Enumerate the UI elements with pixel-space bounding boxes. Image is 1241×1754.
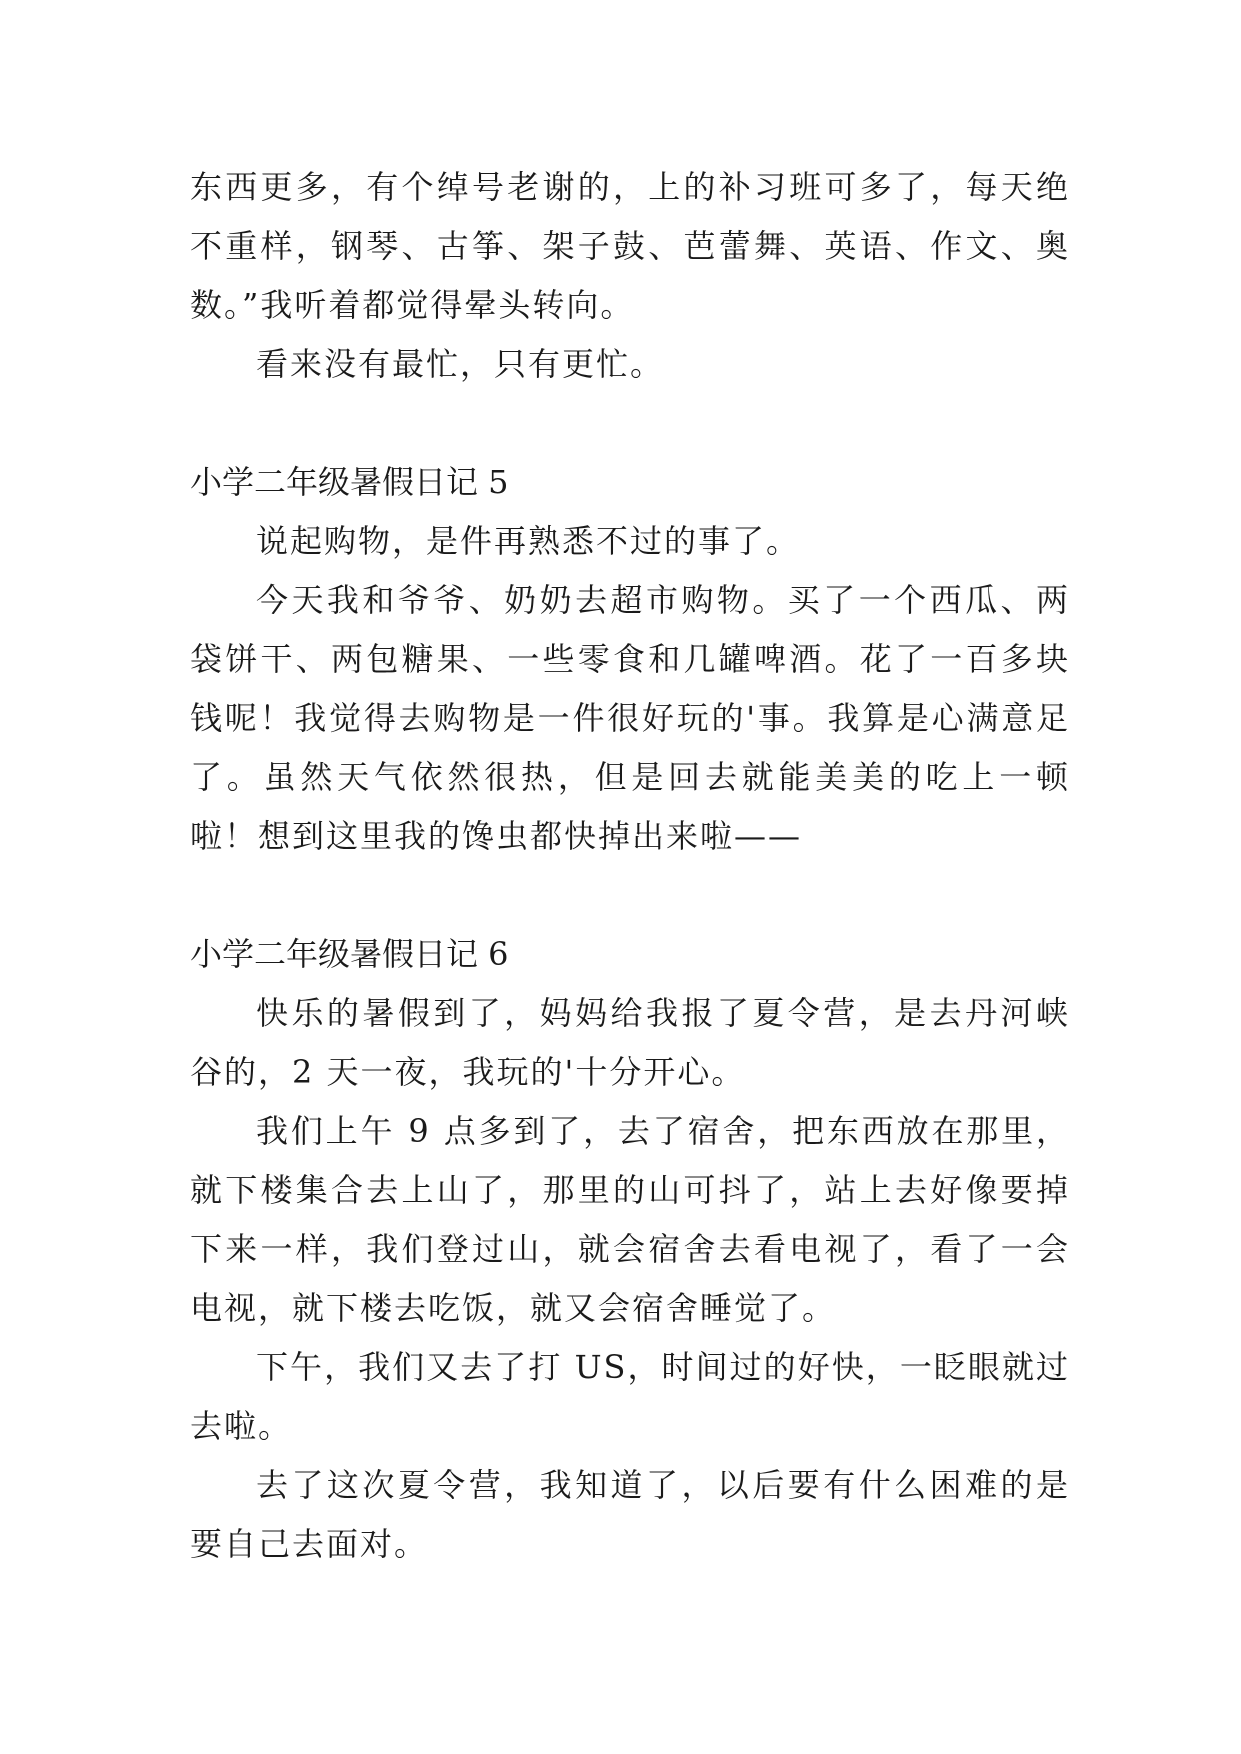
document-body — [190, 158, 1070, 1574]
section-paragraph: 下午，我们又去了打 US，时间过的好快，一眨眼就过去啦。 — [190, 1348, 1070, 1445]
section-title: 小学二年级暑假日记 5 — [190, 463, 509, 501]
section-paragraph: 快乐的暑假到了，妈妈给我报了夏令营，是去丹河峡谷的，2 天一夜，我玩的'十分开心。 — [190, 994, 1070, 1091]
section-title: 小学二年级暑假日记 6 — [190, 935, 509, 973]
section-paragraph: 今天我和爷爷、奶奶去超市购物。买了一个西瓜、两袋饼干、两包糖果、一些零食和几罐啤酒。花了一百多块钱呢！我觉得去购物是一件很好玩的'事。我算是心满意足了。虽然天气依然很热，但是回去就能美美的吃上一顿啦！想到这里我的馋虫都快掉出来啦—— — [190, 581, 1070, 855]
section-paragraph: 说起购物，是件再熟悉不过的事了。 — [256, 522, 801, 560]
section-paragraph: 我们上午 9 点多到了，去了宿舍，把东西放在那里，就下楼集合去上山了，那里的山可抖了，站上去好像要掉下来一样，我们登过山，就会宿舍去看电视了，看了一会电视，就下楼去吃饭，就又会宿舍睡觉了。 — [190, 1112, 1070, 1327]
section-spacer — [190, 394, 1070, 453]
intro-paragraph: 东西更多，有个绰号老谢的，上的补习班可多了，每天绝不重样，钢琴、古筝、架子鼓、芭蕾舞、英语、作文、奥数。”我听着都觉得晕头转向。 — [190, 168, 1070, 324]
section-paragraph: 去了这次夏令营，我知道了，以后要有什么困难的是要自己去面对。 — [190, 1466, 1070, 1563]
intro-closing-paragraph: 看来没有最忙，只有更忙。 — [256, 345, 665, 383]
section-spacer — [190, 866, 1070, 925]
